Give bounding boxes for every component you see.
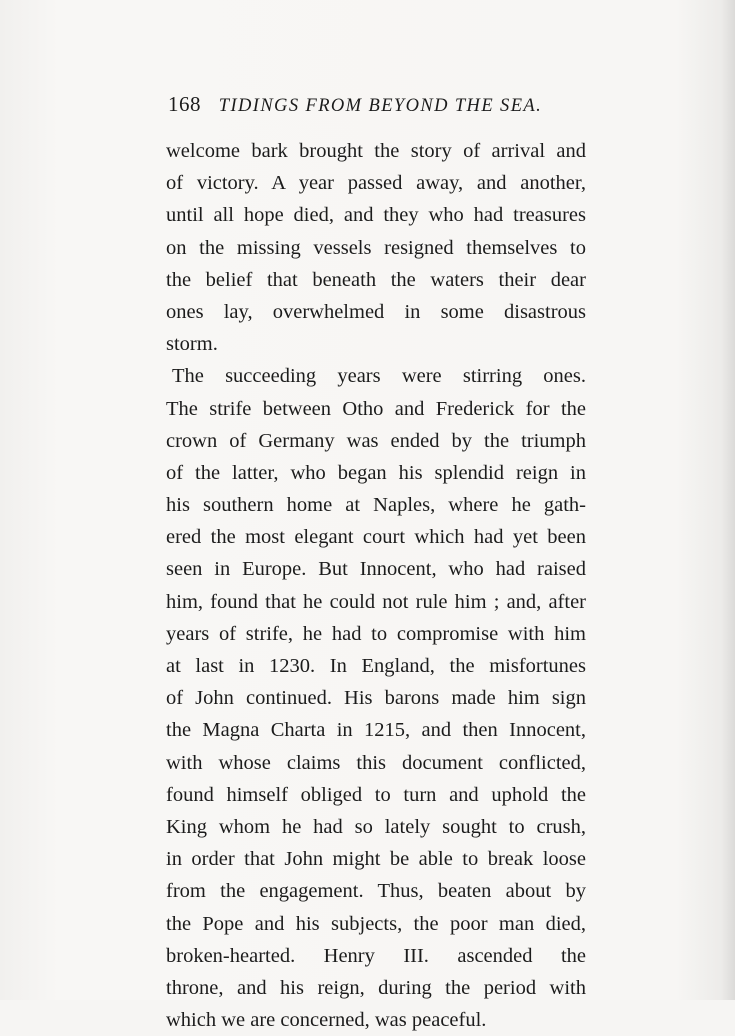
text-line: until all hope died, and they who had treasures [166, 204, 586, 227]
text-line: of John continued. His barons made him sign [166, 687, 586, 710]
text-line: at last in 1230. In England, the misfortunes [166, 655, 586, 677]
paragraph-1 [166, 135, 586, 360]
text-line: ones lay, overwhelmed in some disastrous [166, 300, 586, 323]
text-line: found himself obliged to turn and uphold the [166, 783, 586, 806]
text-line: King whom he had so lately sought to crush, [166, 815, 586, 838]
text-line: years of strife, he had to compromise with him [166, 622, 586, 645]
text-line: seen in Europe. But Innocent, who had raised [166, 558, 586, 581]
text-line: on the missing vessels resigned themselves to [166, 236, 586, 259]
page-number: 168 [168, 92, 201, 116]
text-line: him, found that he could not rule him ; and, after [166, 590, 586, 613]
text-line: which we are concerned, was peaceful. [166, 1009, 487, 1032]
text-line: the Pope and his subjects, the poor man died, [166, 912, 586, 935]
text-line: crown of Germany was ended by the triumph [166, 429, 586, 452]
text-line: the belief that beneath the waters their dear [166, 268, 586, 291]
text-line: of victory. A year passed away, and another, [166, 172, 586, 195]
text-line: broken-hearted. Henry III. ascended the [166, 944, 586, 967]
body-text [166, 135, 586, 1036]
text-line: ered the most elegant court which had yet been [166, 526, 586, 549]
text-line: of the latter, who began his splendid reign in [166, 461, 586, 484]
running-title: TIDINGS FROM BEYOND THE SEA. [218, 96, 543, 116]
text-line: his southern home at Naples, where he gath- [166, 494, 586, 517]
page-edge-shadow [721, 0, 735, 1000]
text-line: from the engagement. Thus, beaten about by [166, 880, 586, 903]
paragraph-2 [166, 360, 586, 1036]
page-header [168, 92, 542, 117]
text-line: with whose claims this document conflicted, [166, 751, 586, 774]
text-line: The succeeding years were stirring ones. [172, 365, 586, 388]
text-line: the Magna Charta in 1215, and then Innocent, [166, 719, 586, 742]
text-line: throne, and his reign, during the period with [166, 976, 586, 999]
text-line: in order that John might be able to break loose [166, 848, 586, 871]
text-line: storm. [166, 333, 218, 356]
text-line: The strife between Otho and Frederick for the [166, 397, 586, 420]
text-line: welcome bark brought the story of arrival and [166, 140, 586, 162]
